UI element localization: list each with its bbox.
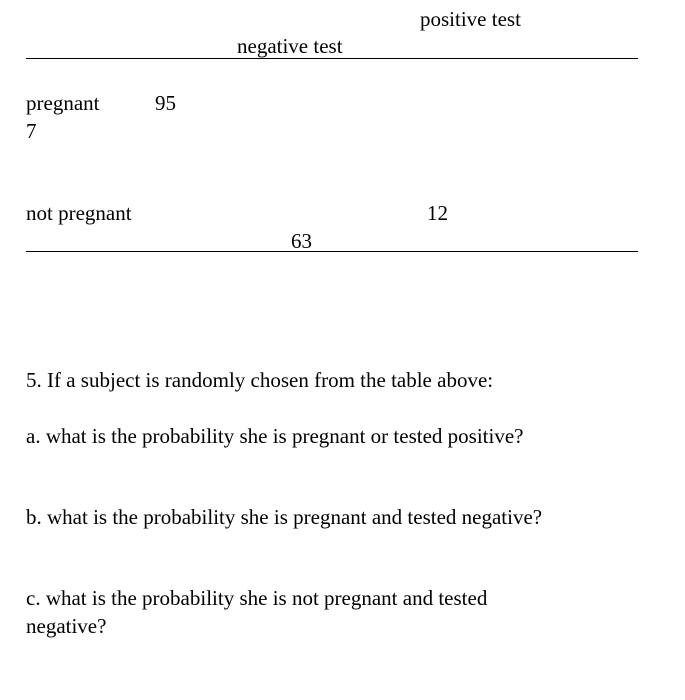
cell-pregnant-value-a: 95	[155, 91, 176, 115]
cell-not-pregnant-value-a: 12	[427, 201, 448, 225]
question-a: a. what is the probability she is pregnant or tested positive?	[26, 424, 524, 448]
cell-not-pregnant-value-b: 63	[291, 229, 312, 253]
row-label-pregnant: pregnant	[26, 91, 100, 115]
column-header-negative-test: negative test	[237, 34, 343, 58]
question-c: c. what is the probability she is not pregnant and tested negative?	[26, 586, 488, 638]
cell-pregnant-value-b: 7	[26, 119, 37, 143]
question-b: b. what is the probability she is pregnant and tested negative?	[26, 505, 543, 529]
column-header-positive-test: positive test	[420, 7, 521, 31]
table-top-rule	[26, 58, 638, 59]
table-bottom-rule	[26, 251, 638, 252]
question-intro: 5. If a subject is randomly chosen from the table above:	[26, 368, 494, 392]
row-label-not-pregnant: not pregnant	[26, 201, 132, 225]
